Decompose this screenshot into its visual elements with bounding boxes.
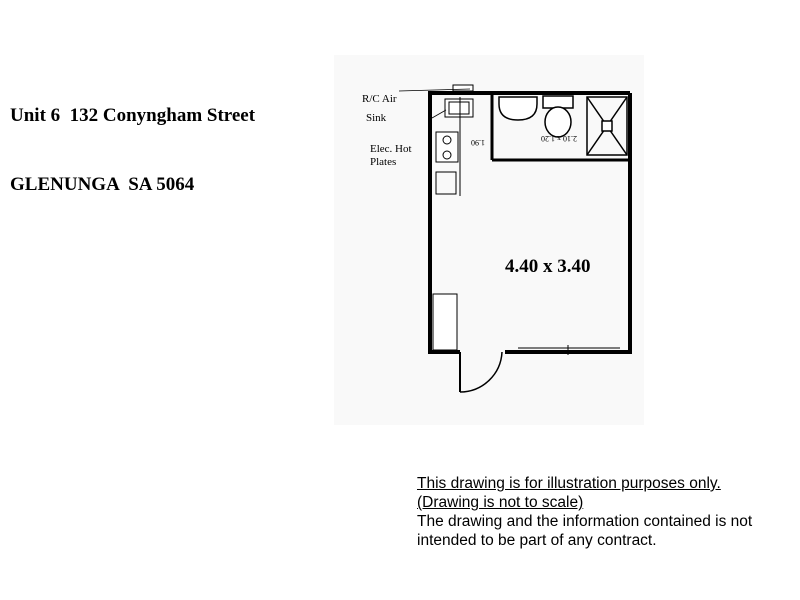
shower (587, 97, 627, 155)
hot-plates-label-line-1: Elec. Hot (370, 143, 412, 155)
rc-air-label: R/C Air (362, 93, 397, 105)
outer-walls (428, 93, 632, 354)
address-line-1: Unit 6 132 Conyngham Street (10, 105, 256, 126)
disclaimer-line-3: The drawing and the information contained is not intended to be part of any contract. (417, 513, 753, 549)
address-line-2: GLENUNGA SA 5064 (10, 174, 195, 195)
wardrobe (433, 294, 457, 350)
disclaimer (417, 474, 797, 550)
sink-label: Sink (366, 112, 387, 124)
sink (445, 99, 473, 117)
disclaimer-line-1: This drawing is for illustration purposes only. (417, 475, 721, 492)
toilet (543, 96, 573, 137)
rc-air-unit (453, 85, 473, 91)
bathroom-dimension: 2.10 x 1.20 (541, 134, 577, 143)
room-dimensions: 4.40 x 3.40 (505, 256, 591, 277)
disclaimer-line-2: (Drawing is not to scale) (417, 494, 584, 511)
kitchen-dimension: 1.90 (471, 138, 485, 147)
hot-plates-label-line-2: Plates (370, 156, 397, 168)
hot-plates (436, 132, 458, 162)
sink-leader (432, 110, 446, 118)
entry-door (460, 352, 502, 392)
basin (499, 97, 537, 120)
